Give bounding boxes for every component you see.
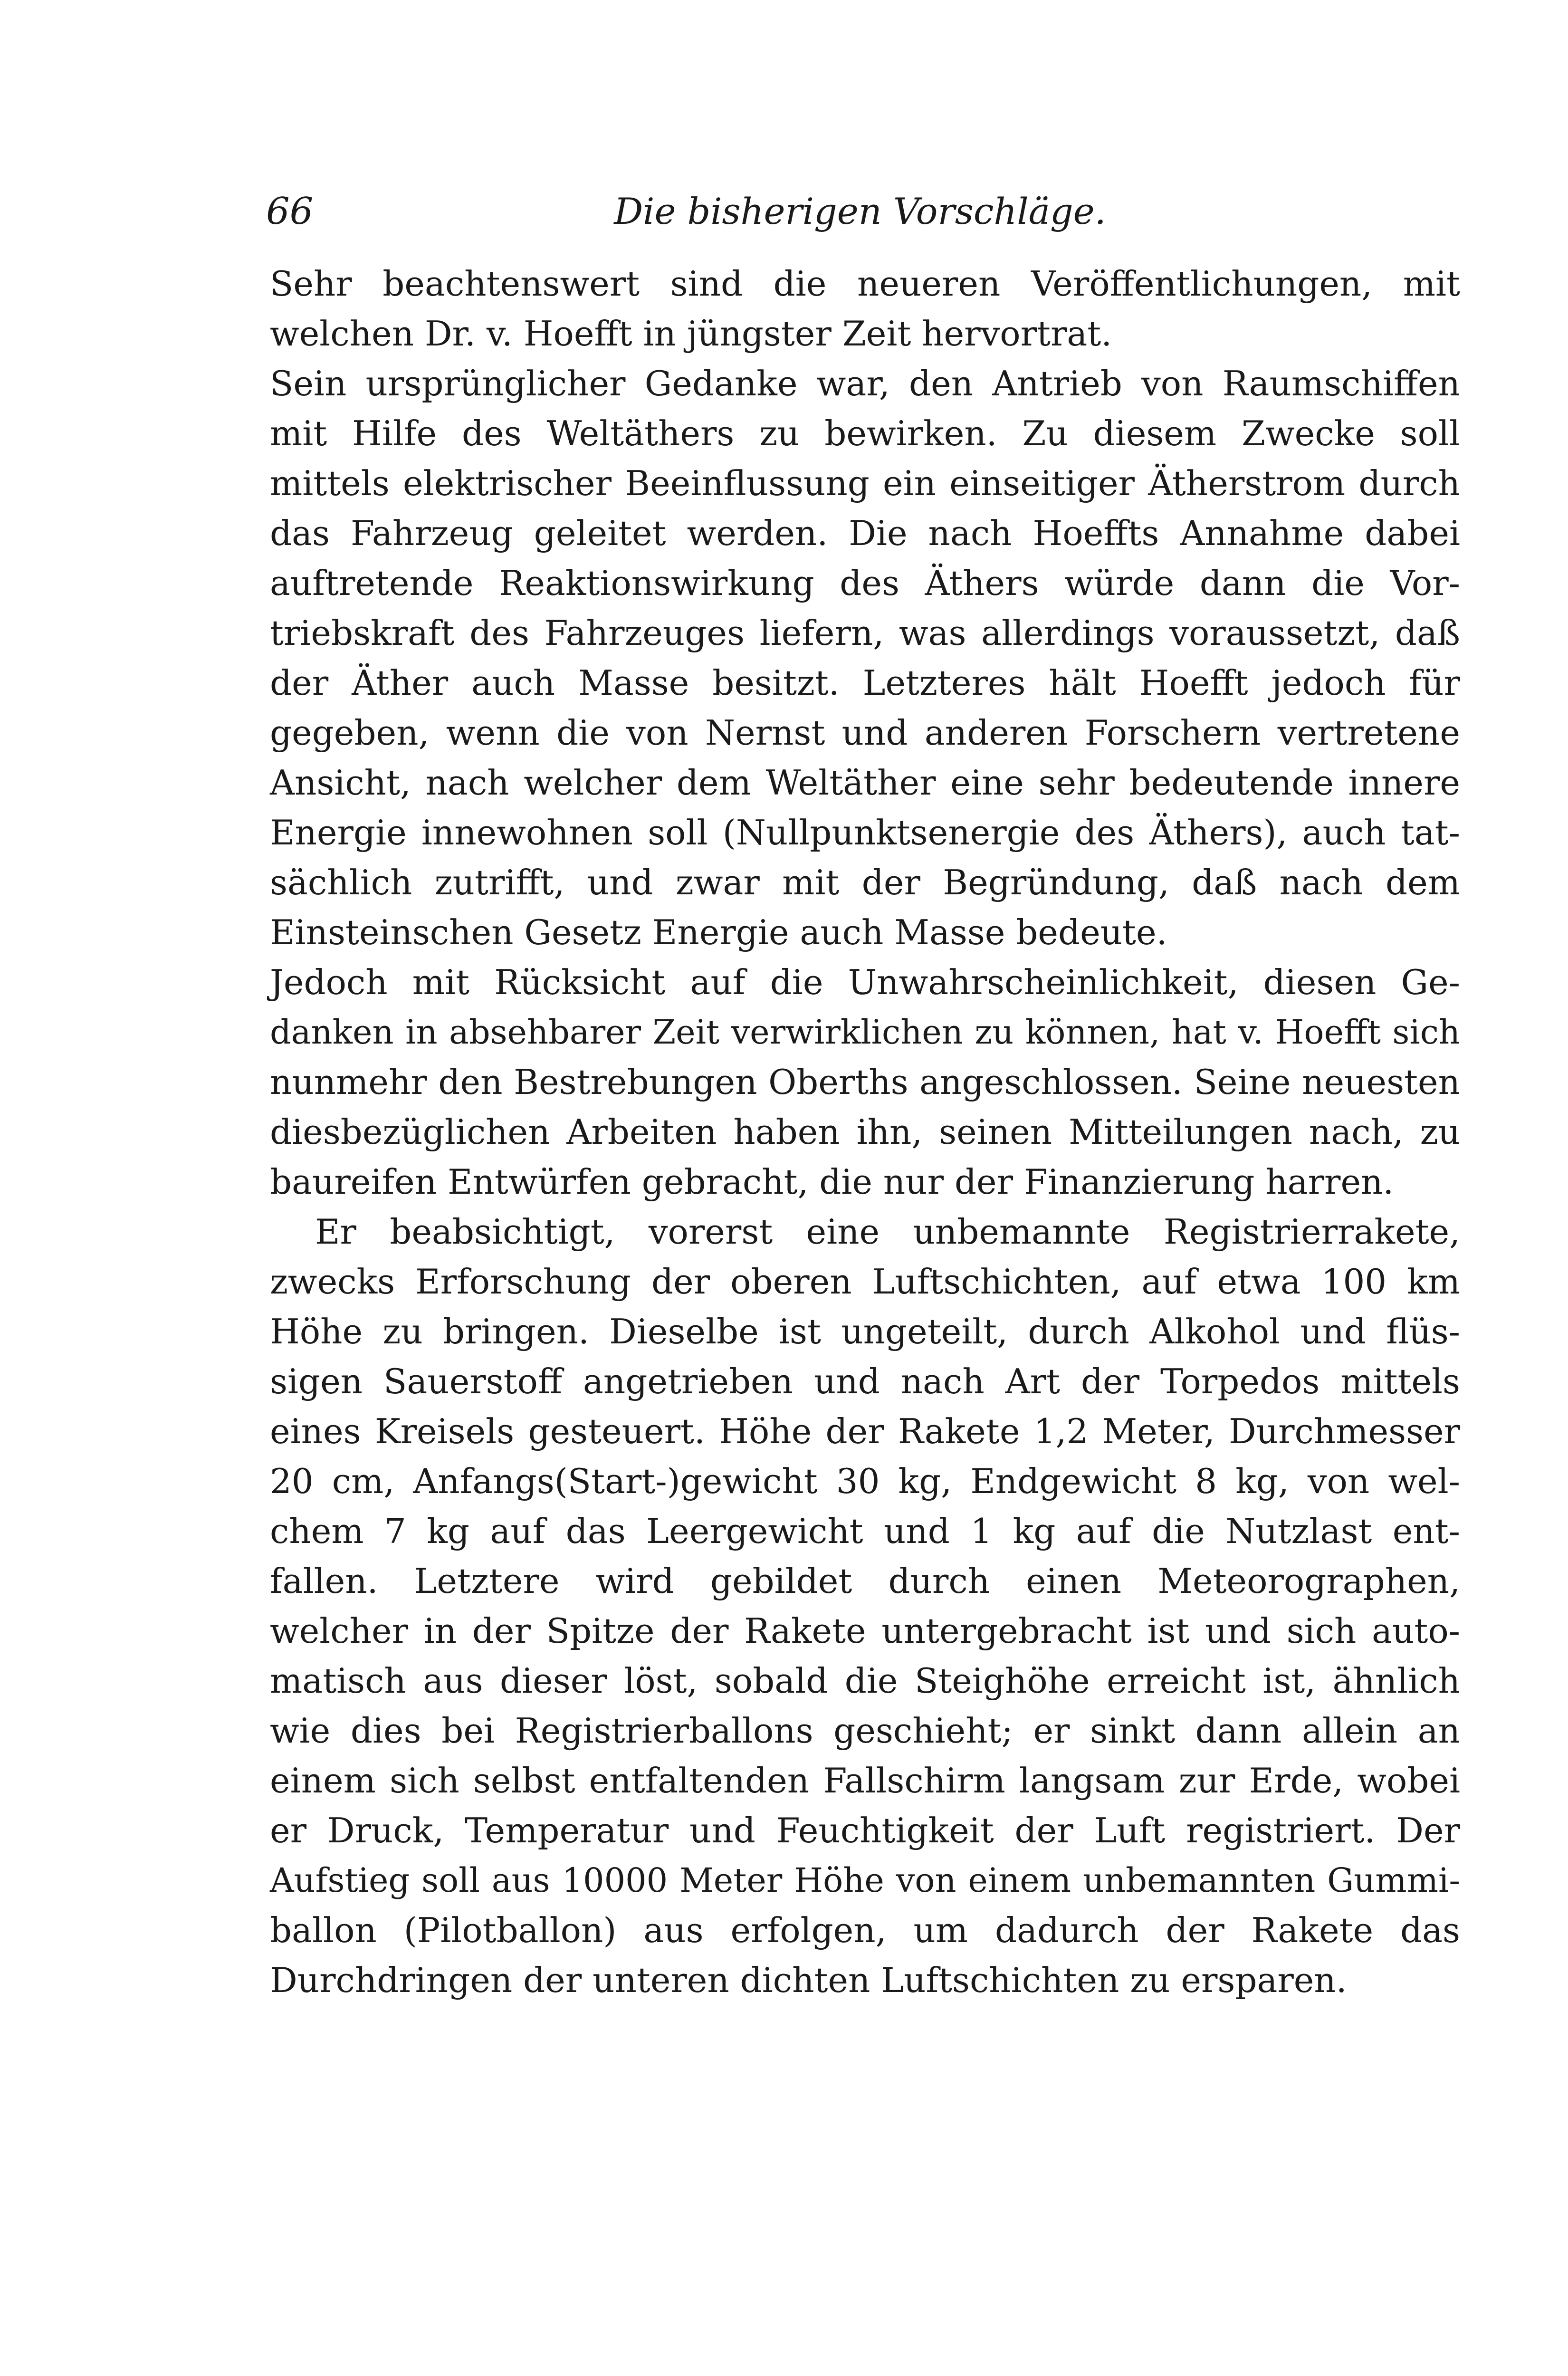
text-line: Durchdringen der unteren dichten Luftschichten zu ersparen. — [270, 1960, 1347, 2000]
text-line: mit Hilfe des Weltäthers zu bewirken. Zu diesem Zwecke soll — [270, 413, 1460, 453]
text-line: diesbezüglichen Arbeiten haben ihn, seinen Mitteilungen nach, zu — [270, 1112, 1460, 1152]
text-line: sächlich zutrifft, und zwar mit der Begründung, daß nach dem — [270, 862, 1460, 902]
text-line: welcher in der Spitze der Rakete untergebracht ist und sich auto- — [270, 1611, 1460, 1651]
text-line: welchen Dr. v. Hoefft in jüngster Zeit hervortrat. — [270, 314, 1112, 354]
text-line: Jedoch mit Rücksicht auf die Unwahrscheinlichkeit, diesen Ge- — [270, 962, 1460, 1002]
text-line: Aufstieg soll aus 10000 Meter Höhe von einem unbemannten Gummi- — [270, 1861, 1460, 1900]
text-line: baureifen Entwürfen gebracht, die nur der Finanzierung harren. — [270, 1162, 1394, 1202]
text-line: danken in absehbarer Zeit verwirklichen zu können, hat v. Hoefft sich — [270, 1013, 1460, 1052]
text-line: matisch aus dieser löst, sobald die Steighöhe erreicht ist, ähnlich — [270, 1661, 1460, 1701]
text-line: gegeben, wenn die von Nernst und anderen Forschern vertretene — [270, 713, 1460, 753]
text-line: Höhe zu bringen. Dieselbe ist ungeteilt, durch Alkohol und flüs- — [270, 1312, 1460, 1351]
text-line: triebskraft des Fahrzeuges liefern, was allerdings voraussetzt, daß — [270, 613, 1460, 653]
text-line: Ansicht, nach welcher dem Weltäther eine sehr bedeutende innere — [270, 763, 1460, 803]
running-title: Die bisherigen Vorschläge. — [614, 190, 1106, 232]
page-header — [266, 183, 1454, 240]
text-line: ballon (Pilotballon) aus erfolgen, um dadurch der Rakete das — [270, 1910, 1460, 1950]
text-line: chem 7 kg auf das Leergewicht und 1 kg auf die Nutzlast ent- — [270, 1511, 1460, 1551]
text-line: das Fahrzeug geleitet werden. Die nach Hoeffts Annahme dabei — [270, 513, 1460, 553]
text-line: Sehr beachtenswert sind die neueren Veröffentlichungen, mit — [270, 264, 1460, 304]
text-line: 20 cm, Anfangs(Start-)gewicht 30 kg, Endgewicht 8 kg, von wel- — [270, 1461, 1460, 1501]
text-line: Energie innewohnen soll (Nullpunktsenergie des Äthers), auch tat- — [270, 813, 1460, 853]
text-line: Er beabsichtigt, vorerst eine unbemannte Registrierrakete, — [315, 1212, 1460, 1252]
page-number: 66 — [266, 190, 314, 233]
text-line: nunmehr den Bestrebungen Oberths angeschlossen. Seine neuesten — [270, 1062, 1460, 1102]
text-line: fallen. Letztere wird gebildet durch einen Meteorographen, — [270, 1561, 1460, 1601]
text-line: einem sich selbst entfaltenden Fallschirm langsam zur Erde, wobei — [270, 1761, 1460, 1801]
text-line: wie dies bei Registrierballons geschieht; er sinkt dann allein an — [270, 1711, 1460, 1751]
text-line: mittels elektrischer Beeinflussung ein einseitiger Ätherstrom durch — [270, 463, 1460, 503]
text-line: der Äther auch Masse besitzt. Letzteres hält Hoefft jedoch für — [270, 663, 1460, 703]
text-line: Einsteinschen Gesetz Energie auch Masse bedeute. — [270, 912, 1167, 952]
text-line: zwecks Erforschung der oberen Luftschichten, auf etwa 100 km — [270, 1262, 1460, 1302]
text-line: eines Kreisels gesteuert. Höhe der Rakete 1,2 Meter, Durchmesser — [270, 1411, 1460, 1451]
text-line: auftretende Reaktionswirkung des Äthers würde dann die Vor- — [270, 563, 1460, 603]
body-text — [270, 259, 1460, 2005]
text-line: sigen Sauerstoff angetrieben und nach Art der Torpedos mittels — [270, 1361, 1460, 1401]
text-line: Sein ursprünglicher Gedanke war, den Antrieb von Raumschiffen — [270, 364, 1460, 403]
text-line: er Druck, Temperatur und Feuchtigkeit der Luft registriert. Der — [270, 1811, 1460, 1850]
